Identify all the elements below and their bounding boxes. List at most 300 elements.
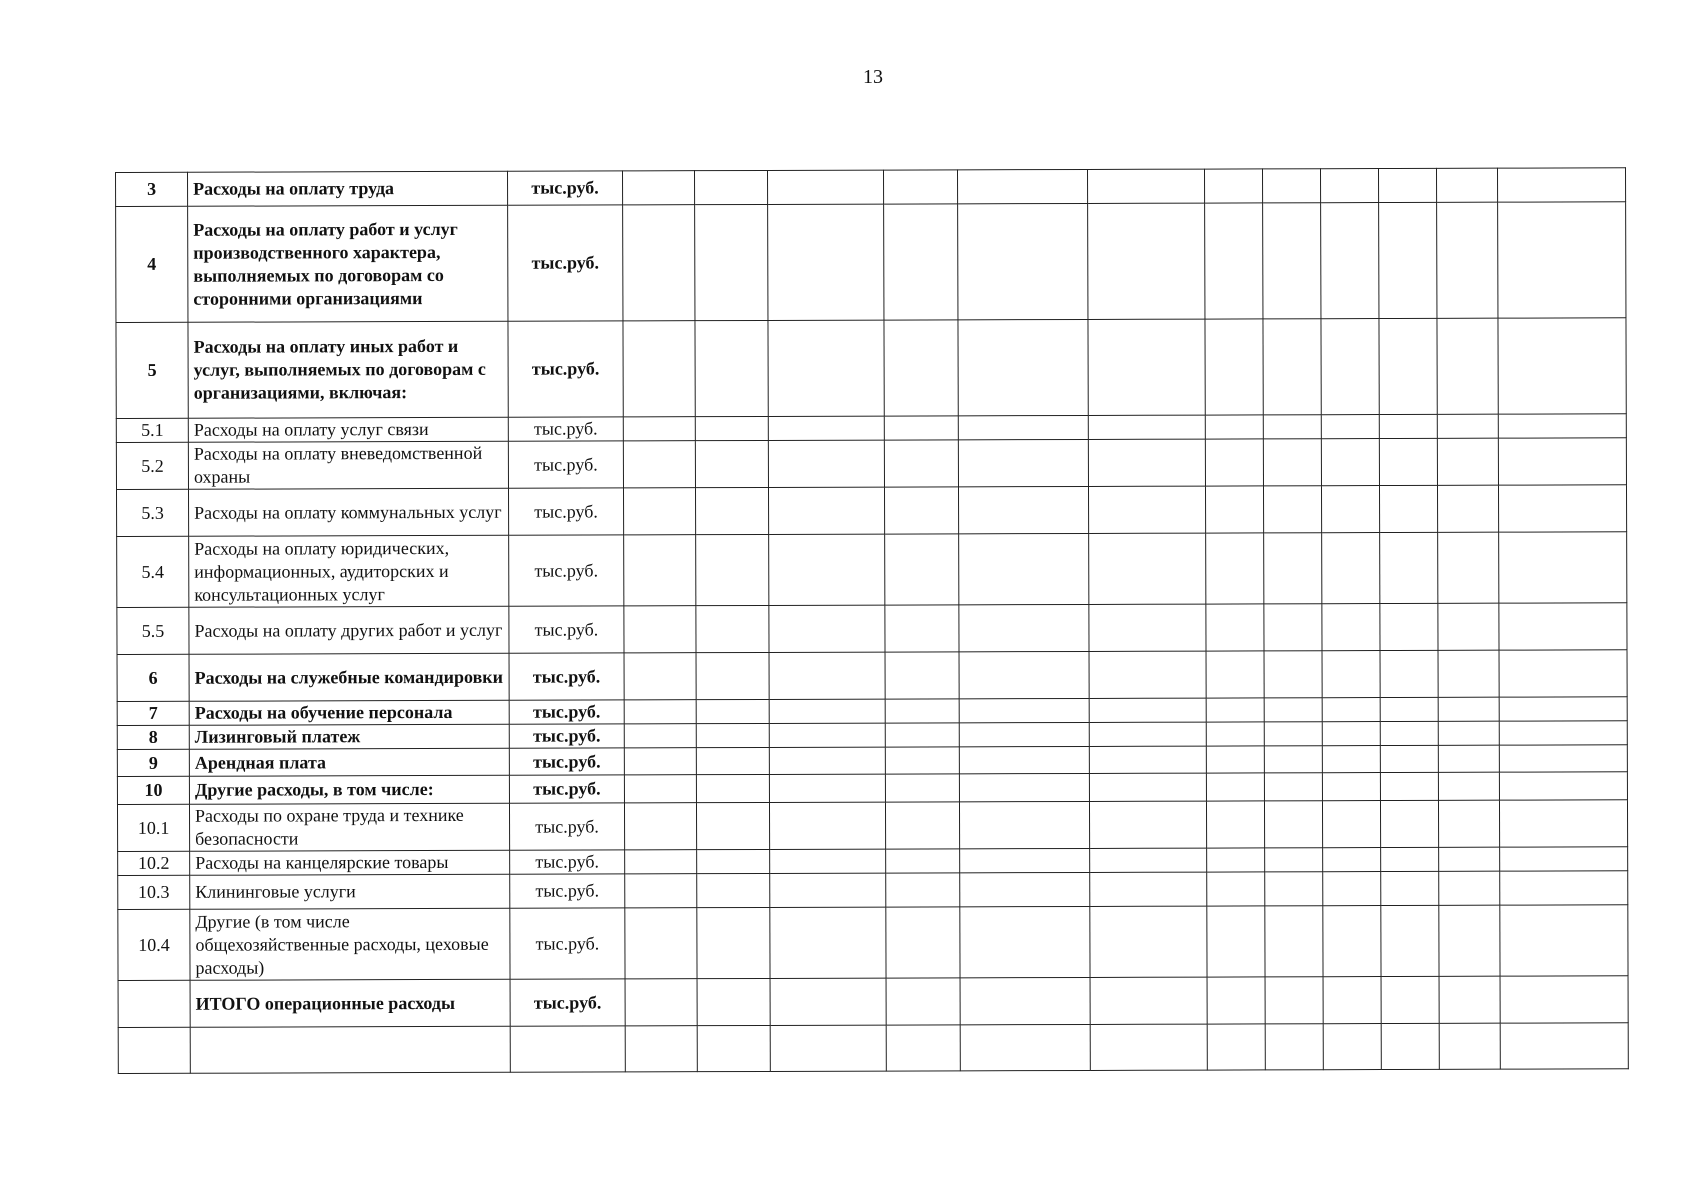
value-cell [696, 774, 769, 802]
value-cell [1380, 532, 1438, 603]
value-cell [768, 440, 884, 487]
value-cell [769, 699, 885, 723]
expense-name: Расходы на оплату вневедомственной охраны [188, 441, 508, 489]
expense-name: Лизинговый платеж [189, 724, 509, 749]
value-cell [1090, 906, 1207, 977]
row-number: 10.1 [117, 804, 189, 851]
value-cell [696, 747, 769, 774]
value-cell [1206, 651, 1264, 698]
value-cell [1381, 847, 1439, 871]
value-cell [1439, 905, 1500, 976]
value-cell [958, 203, 1088, 319]
value-cell [1499, 772, 1627, 800]
value-cell [769, 652, 885, 699]
expense-name: Расходы на оплату услуг связи [188, 417, 508, 442]
value-cell [1321, 415, 1379, 439]
value-cell [769, 534, 885, 605]
value-cell [1205, 203, 1263, 319]
value-cell [886, 978, 960, 1025]
row-number: 5.4 [117, 536, 189, 607]
value-cell [1089, 746, 1206, 773]
value-cell [623, 488, 695, 535]
value-cell [696, 605, 769, 652]
value-cell [1264, 773, 1322, 801]
value-cell [697, 978, 770, 1025]
value-cell [696, 802, 769, 849]
value-cell [1498, 202, 1626, 318]
value-cell [1088, 415, 1205, 439]
value-cell [1206, 533, 1264, 604]
value-cell [958, 439, 1088, 486]
value-cell [885, 774, 959, 802]
value-cell [1438, 745, 1499, 772]
value-cell [1265, 1024, 1323, 1070]
value-cell [1321, 486, 1379, 533]
value-cell [1323, 1024, 1381, 1070]
value-cell [1439, 871, 1500, 905]
unit-cell [510, 1026, 625, 1072]
value-cell [1499, 697, 1627, 721]
value-cell [694, 170, 767, 204]
value-cell [1265, 906, 1323, 977]
row-number: 5.1 [116, 418, 188, 442]
expense-name: Расходы на оплату работ и услуг производственного характера, выполняемых по договорам со сторонними организациями [188, 205, 508, 322]
value-cell [1265, 872, 1323, 906]
value-cell [1321, 439, 1379, 486]
value-cell [769, 723, 885, 747]
value-cell [1379, 318, 1437, 414]
row-number: 5.3 [116, 489, 188, 536]
value-cell [1439, 847, 1500, 871]
table-row [116, 168, 1626, 207]
value-cell [1438, 697, 1499, 721]
value-cell [1206, 746, 1264, 773]
value-cell [1437, 414, 1498, 438]
value-cell [1264, 604, 1322, 651]
value-cell [695, 487, 768, 534]
value-cell [1264, 801, 1322, 848]
value-cell [1322, 773, 1380, 801]
value-cell [1323, 977, 1381, 1024]
value-cell [1380, 800, 1438, 847]
value-cell [886, 907, 960, 978]
value-cell [1264, 698, 1322, 722]
value-cell [695, 416, 768, 440]
value-cell [768, 204, 884, 320]
value-cell [1089, 533, 1206, 604]
value-cell [1263, 415, 1321, 439]
value-cell [1497, 168, 1625, 202]
value-cell [1089, 604, 1206, 651]
value-cell [1438, 603, 1499, 650]
value-cell [1321, 203, 1379, 319]
value-cell [1500, 1023, 1628, 1069]
value-cell [695, 440, 768, 487]
value-cell [1438, 772, 1499, 800]
row-number: 8 [117, 725, 189, 749]
value-cell [1437, 318, 1498, 414]
value-cell [1205, 415, 1263, 439]
value-cell [1090, 1024, 1207, 1070]
unit-cell: тыс.руб. [510, 874, 625, 908]
value-cell [885, 802, 959, 849]
table-row [116, 202, 1626, 323]
value-cell [622, 171, 694, 205]
value-cell [624, 535, 696, 606]
value-cell [623, 441, 695, 488]
unit-cell: тыс.руб. [508, 441, 623, 488]
value-cell [959, 746, 1089, 773]
value-cell [770, 978, 886, 1025]
expense-name: Арендная плата [189, 748, 509, 776]
value-cell [1379, 485, 1437, 532]
value-cell [1089, 801, 1206, 848]
value-cell [770, 873, 886, 907]
value-cell [1380, 721, 1438, 745]
value-cell [1379, 414, 1437, 438]
table-row [118, 976, 1628, 1028]
value-cell [960, 872, 1090, 906]
expense-name: ИТОГО операционные расходы [190, 979, 510, 1027]
value-cell [1380, 697, 1438, 721]
value-cell [1207, 872, 1265, 906]
value-cell [1263, 203, 1321, 319]
value-cell [1264, 746, 1322, 773]
value-cell [697, 849, 770, 873]
value-cell [770, 907, 886, 978]
value-cell [625, 979, 697, 1026]
page-number: 13 [863, 66, 883, 88]
value-cell [623, 321, 695, 417]
value-cell [1207, 1024, 1265, 1070]
value-cell [1090, 872, 1207, 906]
value-cell [959, 533, 1089, 604]
value-cell [884, 204, 958, 320]
expense-name: Расходы на обучение персонала [189, 700, 509, 725]
value-cell [1500, 905, 1628, 976]
table-row [118, 905, 1628, 981]
expense-name: Другие (в том числе общехозяйственные расходы, цеховые расходы) [190, 908, 510, 980]
expense-name: Расходы на оплату иных работ и услуг, выполняемых по договорам с организациями, включая: [188, 321, 508, 418]
value-cell [1379, 202, 1437, 318]
value-cell [770, 849, 886, 873]
value-cell [1206, 698, 1264, 722]
value-cell [958, 319, 1088, 415]
row-number: 10.3 [118, 875, 190, 909]
value-cell [959, 604, 1089, 651]
value-cell [1499, 532, 1627, 603]
value-cell [1499, 721, 1627, 745]
value-cell [1437, 485, 1498, 532]
unit-cell: тыс.руб. [509, 535, 624, 606]
value-cell [1438, 800, 1499, 847]
value-cell [1264, 651, 1322, 698]
unit-cell: тыс.руб. [508, 417, 623, 441]
value-cell [885, 747, 959, 774]
value-cell [696, 652, 769, 699]
row-number: 5.5 [117, 607, 189, 654]
value-cell [1322, 651, 1380, 698]
value-cell [1320, 169, 1378, 203]
value-cell [1205, 486, 1263, 533]
value-cell [768, 320, 884, 416]
value-cell [624, 700, 696, 724]
value-cell [958, 486, 1088, 533]
expense-name: Расходы на оплату юридических, информационных, аудиторских и консультационных услуг [189, 535, 509, 607]
value-cell [1206, 801, 1264, 848]
unit-cell: тыс.руб. [510, 979, 625, 1026]
value-cell [886, 873, 960, 907]
value-cell [1380, 603, 1438, 650]
value-cell [625, 850, 697, 874]
expense-name: Расходы на служебные командировки [189, 653, 509, 701]
value-cell [1381, 871, 1439, 905]
value-cell [1089, 773, 1206, 801]
table-row [118, 1023, 1628, 1074]
unit-cell: тыс.руб. [508, 488, 623, 535]
value-cell [959, 698, 1089, 722]
unit-cell: тыс.руб. [509, 606, 624, 653]
value-cell [1323, 848, 1381, 872]
value-cell [768, 416, 884, 440]
table-row [116, 438, 1626, 490]
value-cell [1322, 533, 1380, 604]
value-cell [1438, 721, 1499, 745]
value-cell [958, 415, 1088, 439]
table-row [117, 532, 1627, 608]
value-cell [960, 906, 1090, 977]
row-number: 4 [116, 206, 188, 322]
value-cell [884, 487, 958, 534]
value-cell [625, 1026, 697, 1072]
value-cell [959, 651, 1089, 698]
value-cell [1207, 977, 1265, 1024]
unit-cell: тыс.руб. [510, 908, 625, 979]
value-cell [1499, 650, 1627, 697]
value-cell [1088, 203, 1205, 319]
value-cell [886, 849, 960, 873]
row-number: 7 [117, 701, 189, 725]
value-cell [1207, 848, 1265, 872]
value-cell [1498, 414, 1626, 438]
value-cell [624, 803, 696, 850]
value-cell [624, 606, 696, 653]
value-cell [1380, 772, 1438, 800]
value-cell [1263, 486, 1321, 533]
row-number [118, 1027, 190, 1073]
row-number: 5.2 [116, 442, 188, 489]
value-cell [695, 204, 768, 320]
expense-name: Расходы по охране труда и технике безопасности [189, 803, 509, 851]
value-cell [1090, 977, 1207, 1024]
value-cell [957, 169, 1087, 203]
value-cell [1262, 169, 1320, 203]
value-cell [1437, 438, 1498, 485]
value-cell [959, 773, 1089, 801]
value-cell [1322, 801, 1380, 848]
unit-cell: тыс.руб. [509, 775, 624, 803]
unit-cell: тыс.руб. [509, 724, 624, 748]
value-cell [695, 320, 768, 416]
value-cell [1206, 722, 1264, 746]
value-cell [886, 1025, 960, 1071]
expense-name: Другие расходы, в том числе: [189, 775, 509, 804]
value-cell [1499, 800, 1627, 847]
value-cell [624, 724, 696, 748]
value-cell [1265, 977, 1323, 1024]
value-cell [884, 320, 958, 416]
value-cell [885, 652, 959, 699]
value-cell [1263, 439, 1321, 486]
value-cell [769, 802, 885, 849]
row-number: 5 [116, 322, 188, 418]
expenses-table [115, 167, 1629, 1074]
expense-name: Расходы на оплату труда [188, 171, 508, 206]
table-row [117, 650, 1627, 702]
value-cell [1500, 847, 1628, 871]
value-cell [960, 1024, 1090, 1070]
value-cell [1322, 698, 1380, 722]
value-cell [959, 801, 1089, 848]
value-cell [1206, 604, 1264, 651]
value-cell [1322, 746, 1380, 773]
unit-cell: тыс.руб. [510, 850, 625, 874]
value-cell [1323, 872, 1381, 906]
unit-cell: тыс.руб. [509, 803, 624, 850]
value-cell [1437, 202, 1498, 318]
value-cell [625, 908, 697, 979]
unit-cell: тыс.руб. [509, 748, 624, 775]
value-cell [696, 699, 769, 723]
value-cell [1500, 871, 1628, 905]
value-cell [1263, 319, 1321, 415]
value-cell [1380, 650, 1438, 697]
value-cell [697, 1025, 770, 1071]
value-cell [1322, 722, 1380, 746]
expense-name: Расходы на оплату других работ и услуг [189, 606, 509, 654]
value-cell [885, 534, 959, 605]
value-cell [624, 775, 696, 803]
value-cell [885, 723, 959, 747]
row-number: 3 [116, 172, 188, 206]
value-cell [623, 205, 695, 321]
value-cell [1439, 976, 1500, 1023]
value-cell [1498, 485, 1626, 532]
value-cell [1322, 604, 1380, 651]
table-row [117, 800, 1627, 852]
value-cell [767, 170, 883, 204]
value-cell [1089, 698, 1206, 722]
value-cell [769, 605, 885, 652]
table-row [116, 318, 1626, 419]
value-cell [1498, 438, 1626, 485]
row-number: 10 [117, 776, 189, 804]
value-cell [1323, 906, 1381, 977]
value-cell [883, 170, 957, 204]
value-cell [1088, 486, 1205, 533]
row-number: 10.4 [118, 909, 190, 980]
row-number: 6 [117, 654, 189, 701]
unit-cell: тыс.руб. [508, 321, 623, 417]
unit-cell: тыс.руб. [508, 205, 623, 321]
value-cell [1499, 745, 1627, 772]
value-cell [1438, 650, 1499, 697]
unit-cell: тыс.руб. [509, 653, 624, 700]
table-row [118, 871, 1628, 910]
value-cell [1089, 722, 1206, 746]
unit-cell: тыс.руб. [507, 171, 622, 205]
value-cell [1436, 168, 1497, 202]
value-cell [1439, 1023, 1500, 1069]
value-cell [1498, 318, 1626, 414]
value-cell [1264, 533, 1322, 604]
expense-name [190, 1026, 510, 1073]
value-cell [1206, 773, 1264, 801]
value-cell [1381, 905, 1439, 976]
value-cell [1265, 848, 1323, 872]
value-cell [1381, 976, 1439, 1023]
value-cell [770, 1025, 886, 1071]
value-cell [960, 977, 1090, 1024]
value-cell [1264, 722, 1322, 746]
unit-cell: тыс.руб. [509, 700, 624, 724]
value-cell [1087, 169, 1204, 203]
value-cell [1207, 906, 1265, 977]
value-cell [696, 723, 769, 747]
value-cell [960, 848, 1090, 872]
value-cell [1438, 532, 1499, 603]
value-cell [1499, 603, 1627, 650]
value-cell [884, 416, 958, 440]
value-cell [1088, 319, 1205, 415]
expense-name: Клининговые услуги [190, 874, 510, 909]
value-cell [696, 534, 769, 605]
value-cell [1380, 745, 1438, 772]
value-cell [697, 873, 770, 907]
row-number: 10.2 [118, 851, 190, 875]
value-cell [1205, 319, 1263, 415]
value-cell [885, 605, 959, 652]
value-cell [1381, 1023, 1439, 1069]
value-cell [885, 699, 959, 723]
value-cell [1379, 438, 1437, 485]
row-number [118, 980, 190, 1027]
value-cell [1090, 848, 1207, 872]
expense-name: Расходы на оплату коммунальных услуг [188, 488, 508, 536]
value-cell [624, 653, 696, 700]
value-cell [624, 748, 696, 775]
value-cell [1500, 976, 1628, 1023]
value-cell [884, 440, 958, 487]
value-cell [1321, 319, 1379, 415]
value-cell [697, 907, 770, 978]
row-number: 9 [117, 749, 189, 776]
value-cell [1089, 651, 1206, 698]
value-cell [1204, 169, 1262, 203]
value-cell [623, 417, 695, 441]
expense-name: Расходы на канцелярские товары [190, 850, 510, 875]
value-cell [769, 774, 885, 802]
value-cell [625, 874, 697, 908]
value-cell [1205, 439, 1263, 486]
value-cell [769, 747, 885, 774]
value-cell [959, 722, 1089, 746]
value-cell [1378, 168, 1436, 202]
table-row [117, 603, 1627, 655]
value-cell [1088, 439, 1205, 486]
table-row [116, 485, 1626, 537]
value-cell [768, 487, 884, 534]
